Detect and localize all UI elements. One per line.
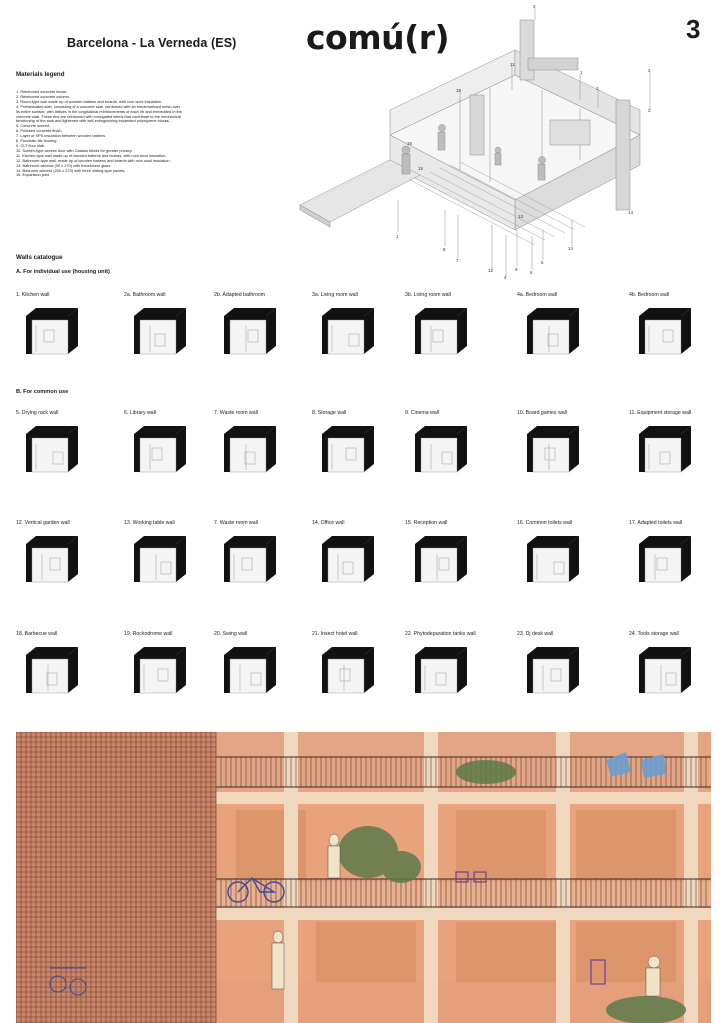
- section-a-title: A. For individual use (housing unit): [16, 269, 110, 275]
- axo-callout: 1: [396, 234, 399, 239]
- legend-item: 3. Room-type wall made up of wooden battens and boards, with rock wool insulation.: [16, 98, 162, 104]
- wall-module-icon: [637, 645, 699, 697]
- wall-module-icon: [132, 306, 194, 358]
- walls-catalogue-title: Walls catalogue: [16, 254, 63, 261]
- wall-module-icon: [132, 424, 194, 476]
- wall-label: 4a. Bedroom wall: [517, 292, 558, 298]
- legend-item: 13. Bathroom window (90 x 270) with translucent glass.: [16, 162, 112, 168]
- axo-callout: 5: [541, 260, 544, 265]
- wall-label: 24. Tools storage wall: [629, 631, 679, 637]
- wall-module-icon: [525, 306, 587, 358]
- materials-legend-title: Materials legend: [16, 71, 65, 78]
- axo-callout: 2: [648, 68, 651, 73]
- wall-label: 14. Office wall: [312, 520, 345, 526]
- wall-label: 7. Waste room wall: [214, 520, 258, 526]
- legend-item: 7. Layer of XPS insulation between wooden battens.: [16, 133, 107, 139]
- wall-module-icon: [222, 424, 284, 476]
- wall-module-icon: [413, 534, 475, 586]
- wall-label: 2b. Adapted bathroom: [214, 292, 266, 298]
- legend-item: 1. Reinforced concrete beam.: [16, 89, 68, 94]
- legend-item: 5. Concrete screed.: [16, 123, 50, 129]
- legend-item: 4. Prefabricated slab, consisting of a concrete slab, reinforced with an electrowelded mesh over: [16, 103, 181, 109]
- wall-label: 15. Reception wall: [405, 520, 448, 526]
- axo-callout: 2: [648, 108, 651, 113]
- wall-module-icon: [637, 306, 699, 358]
- legend-item: 12. Bathroom-type wall, made up of wooden battens and boards with rock wool insulation.: [16, 157, 171, 163]
- wall-module-icon: [525, 645, 587, 697]
- wall-label: 2a. Bathroom wall: [124, 292, 166, 298]
- axo-callout: 15: [418, 166, 424, 171]
- legend-item: 2. Reinforced concrete column.: [16, 93, 70, 99]
- axonometric-section-drawing: [280, 0, 680, 285]
- wall-label: 21. Insect hotel wall: [312, 631, 358, 637]
- axo-callout: 8: [443, 247, 446, 252]
- wall-module-icon: [320, 424, 382, 476]
- axo-callout: 13: [518, 214, 524, 219]
- axo-callout: 3: [596, 86, 599, 91]
- axo-callout: 12: [488, 268, 494, 273]
- wall-label: 13. Working table wall: [124, 520, 175, 526]
- section-b-title: B. For common use: [16, 389, 69, 395]
- wall-label: 19. Rockodrome wall: [124, 631, 173, 637]
- wall-label: 3b. Living room wall: [405, 292, 451, 298]
- axo-callout: 11: [510, 62, 515, 67]
- wall-module-icon: [637, 424, 699, 476]
- wall-label: 17. Adapted toilets wall: [629, 520, 683, 526]
- axo-callout: 14: [568, 246, 574, 251]
- wall-module-icon: [525, 534, 587, 586]
- axo-callout: 7: [456, 258, 459, 263]
- wall-label: 7. Waste room wall: [214, 410, 258, 416]
- courtyard-render-image: [16, 732, 711, 1023]
- wall-module-icon: [132, 645, 194, 697]
- wall-module-icon: [320, 534, 382, 586]
- wall-module-icon: [222, 306, 284, 358]
- wall-module-icon: [413, 645, 475, 697]
- wall-module-icon: [637, 534, 699, 586]
- axo-callout: 18: [456, 88, 462, 93]
- axo-callout: 1: [580, 70, 583, 75]
- wall-module-icon: [24, 534, 86, 586]
- wall-module-icon: [24, 424, 86, 476]
- wall-label: 16. Common toilets wall: [517, 520, 573, 526]
- logo: comú(r): [306, 18, 450, 57]
- wall-label: 10. Board games wall: [517, 410, 567, 416]
- axo-callout: 3: [533, 4, 536, 9]
- wall-label: 9. Cinema wall: [405, 410, 440, 416]
- wall-label: 18. Barbecue wall: [16, 631, 58, 637]
- axo-callout: 9: [515, 267, 518, 272]
- wall-module-icon: [24, 645, 86, 697]
- legend-item: 9. CLT floor slab.: [16, 142, 46, 148]
- axo-callout: 4: [504, 275, 507, 280]
- materials-legend-list: [16, 90, 278, 178]
- legend-item: concrete slab. These ribs are reinforced with corrugated steels that contribute to the mechanical: [16, 113, 181, 119]
- legend-item: 10. Screen-type access door with Catalan blinds for greater privacy.: [16, 147, 133, 153]
- wall-label: 12. Vertical garden wall: [16, 520, 70, 526]
- legend-item: 14. Bedroom window (200 x 270) with three sliding-type panels.: [16, 167, 126, 173]
- wall-module-icon: [320, 645, 382, 697]
- wall-label: 1. Kitchen wall: [16, 292, 50, 298]
- wall-label: 23. Dj desk wall: [517, 631, 554, 637]
- legend-item: 6. Polished concrete finish.: [16, 128, 63, 134]
- wall-module-icon: [525, 424, 587, 476]
- wall-label: 5. Drying rack wall: [16, 410, 59, 416]
- wall-label: 20. Swing wall: [214, 631, 248, 637]
- legend-item: 8. Porcelain tile flooring.: [16, 138, 58, 144]
- axo-callout: 14: [628, 210, 634, 215]
- axo-callout: 16: [407, 141, 413, 146]
- page-number: 3: [686, 14, 701, 44]
- wall-label: 3a. Living room wall: [312, 292, 358, 298]
- wall-label: 6. Library wall: [124, 410, 157, 416]
- wall-label: 22. Phytodepuration tanks wall: [405, 631, 476, 637]
- wall-module-icon: [320, 306, 382, 358]
- wall-label: 8. Storage wall: [312, 410, 347, 416]
- legend-item: functioning of the slab and lightened with self-extinguishing expanded polystyrene blocks.: [16, 118, 170, 124]
- wall-module-icon: [222, 645, 284, 697]
- wall-label: 11. Equipment storage wall: [629, 410, 692, 416]
- legend-item: its entire surface, with lattices in the longitudinal reinforcements of each rib and embedded in the: [16, 108, 182, 114]
- legend-item: 11. Kitchen-type wall made up of wooden battens and boards, with rock wool insulation.: [16, 152, 167, 158]
- wall-label: 4b. Bedroom wall: [629, 292, 670, 298]
- wall-module-icon: [413, 306, 475, 358]
- wall-module-icon: [413, 424, 475, 476]
- wall-module-icon: [24, 306, 86, 358]
- location-title: Barcelona - La Verneda (ES): [67, 36, 237, 50]
- wall-module-icon: [132, 534, 194, 586]
- legend-item: 15. Expansion joint.: [16, 172, 50, 178]
- wall-module-icon: [222, 534, 284, 586]
- axo-callout: 6: [530, 270, 533, 275]
